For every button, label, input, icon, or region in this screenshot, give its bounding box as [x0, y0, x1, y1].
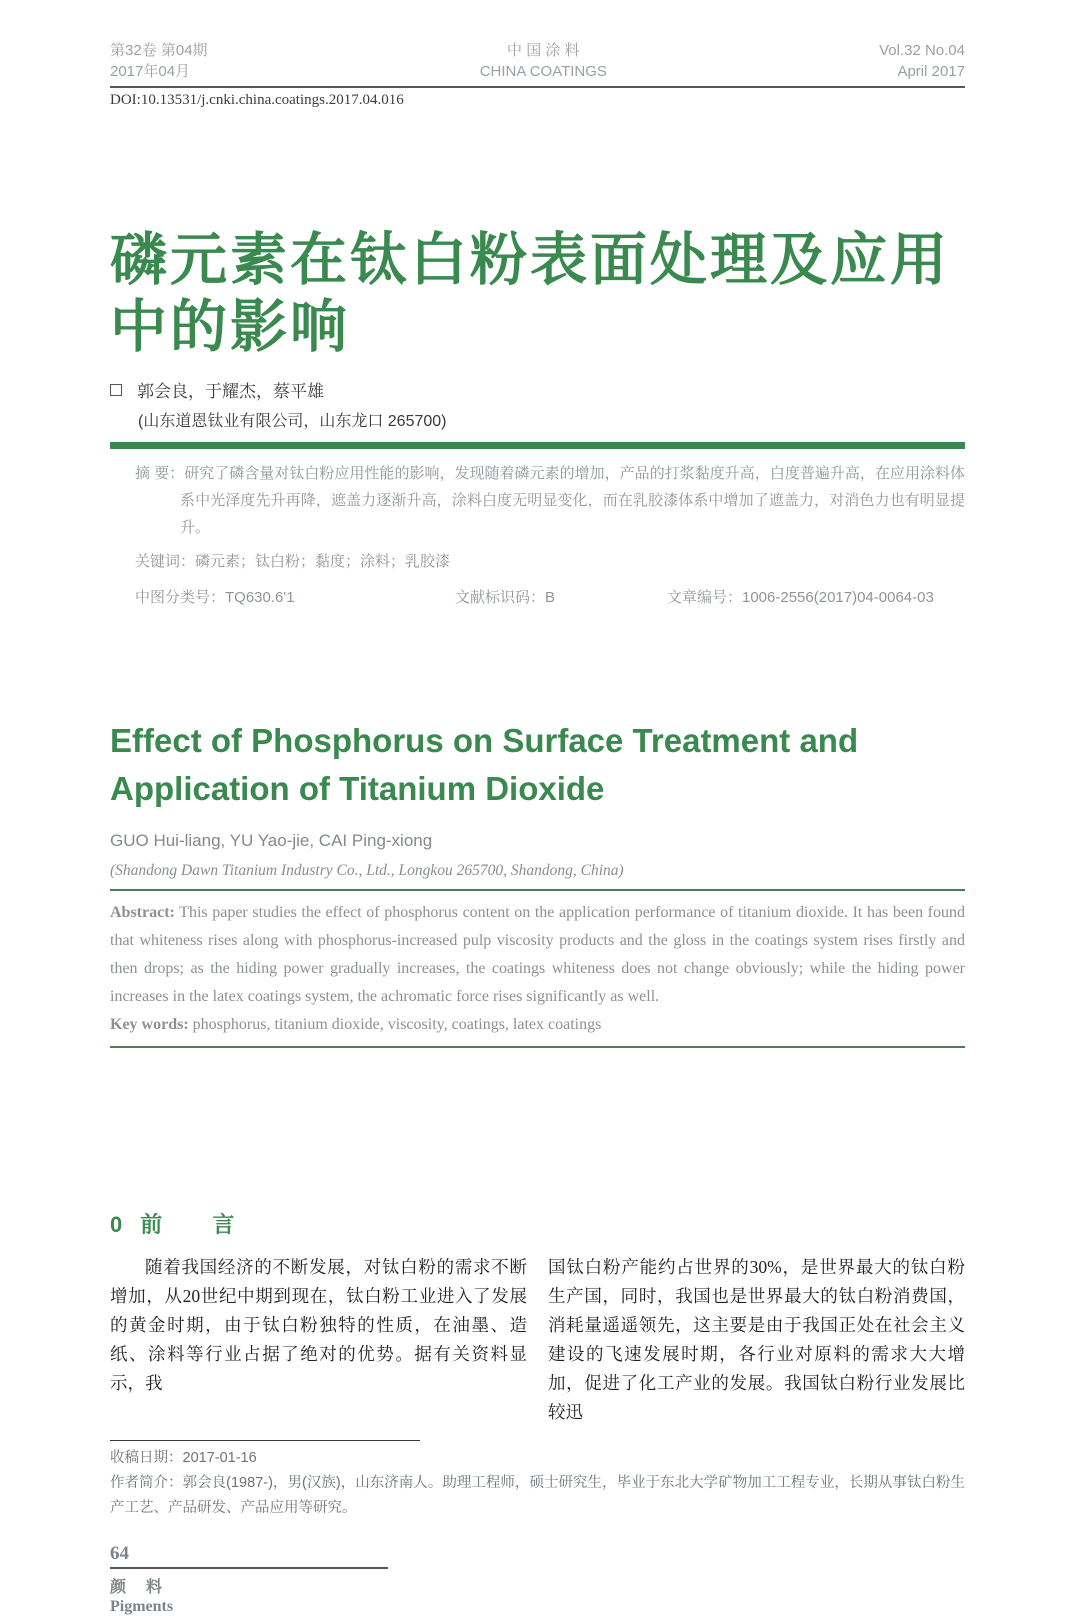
section-number: 0 — [110, 1212, 123, 1237]
header-left — [110, 40, 208, 82]
journal-header — [110, 40, 965, 82]
volume-issue-cn: 第32卷 第04期 — [110, 42, 208, 59]
abstract-en-block — [110, 899, 965, 1039]
body-columns — [110, 1253, 965, 1427]
footnote-divider — [110, 1440, 420, 1441]
abstract-label-cn: 摘 要： — [135, 465, 185, 482]
header-center — [480, 40, 607, 82]
date-cn: 2017年04月 — [110, 63, 191, 80]
authors-en: GUO Hui-liang, YU Yao-jie, CAI Ping-xiong — [110, 831, 433, 850]
author-square-icon — [110, 384, 122, 396]
footnote-bio — [110, 1471, 965, 1521]
keywords-text-en: phosphorus, titanium dioxide, viscosity, coatings, latex coatings — [188, 1016, 602, 1033]
abstract-bottom-rule — [110, 1046, 965, 1048]
page-footer — [110, 1543, 965, 1616]
body-column-right: 国钛白粉产能约占世界的30%，是世界最大的钛白粉生产国，同时，我国也是世界最大的钛白粉消费国，消耗量遥遥领先，这主要是由于我国正处在社会主义建设的飞速发展时期，各行业对原料的需求大大增加，促进了化工产业的发展。我国钛白粉行业发展比较迅 — [548, 1257, 965, 1422]
header-right — [879, 40, 965, 82]
clc-number: 中图分类号：TQ630.6'1 — [135, 589, 295, 606]
abstract-en — [110, 899, 965, 1011]
received-date: 2017-01-16 — [182, 1450, 257, 1466]
classification-row — [135, 584, 965, 611]
article-title-cn: 磷元素在钛白粉表面处理及应用中的影响 — [110, 228, 950, 359]
abstract-cn — [135, 460, 965, 541]
footnote-received — [110, 1446, 965, 1471]
received-label: 收稿日期： — [110, 1450, 183, 1466]
affiliation-en: (Shandong Dawn Titanium Industry Co., Ltd., Longkou 265700, Shandong, China) — [110, 862, 624, 879]
affiliation-cn: (山东道恩钛业有限公司，山东龙口 265700) — [138, 413, 447, 430]
category-cn: 颜 料 — [110, 1579, 171, 1596]
bio-label: 作者简介： — [110, 1475, 183, 1491]
abstract-label-en: Abstract: — [110, 904, 175, 921]
article-title-en: Effect of Phosphorus on Surface Treatment and Application of Titanium Dioxide — [110, 722, 859, 807]
green-divider-bar — [110, 442, 965, 449]
keywords-label-cn: 关键词： — [135, 553, 196, 570]
journal-title-cn: 中 国 涂 料 — [507, 42, 580, 59]
keywords-text-cn: 磷元素；钛白粉；黏度；涂料；乳胶漆 — [195, 553, 451, 570]
bio-text: 郭会良(1987-)，男(汉族)，山东济南人。助理工程师，硕士研究生，毕业于东北大学矿物加工工程专业，长期从事钛白粉生产工艺、产品研发、产品应用等研究。 — [110, 1475, 966, 1516]
keywords-en — [110, 1011, 965, 1039]
abstract-top-rule — [110, 889, 965, 891]
date-en: April 2017 — [897, 63, 965, 80]
footer-divider — [110, 1567, 388, 1569]
abstract-text-cn: 研究了磷含量对钛白粉应用性能的影响，发现随着磷元素的增加，产品的打浆黏度升高，白度普遍升高，在应用涂料体系中光泽度先升再降，遮盖力逐渐升高，涂料白度无明显变化，而在乳胶漆体系中增加了遮盖力，对消色力也有明显提升。 — [180, 465, 965, 536]
authors-cn: 郭会良，于耀杰，蔡平雄 — [137, 382, 324, 401]
body-column-left: 随着我国经济的不断发展，对钛白粉的需求不断增加，从20世纪中期到现在，钛白粉工业进入了发展的黄金时期，由于钛白粉独特的性质，在油墨、造纸、涂料等行业占据了绝对的优势。据有关资料显示，我 — [110, 1257, 527, 1393]
front-matter-cn — [110, 460, 965, 611]
keywords-cn — [135, 548, 965, 575]
abstract-text-en: This paper studies the effect of phosphorus content on the application performance of titanium dioxide. It has been found that whiteness rises along with phosphorus-increased pulp viscosity products and the gloss in the coatings system rises firstly and then drops; as the hiding power gradually increases, the coatings whiteness does not change obviously; while the hiding power increases in the latex coatings system, the achromatic force rises significantly as well. — [110, 904, 965, 1005]
header-divider — [110, 86, 965, 88]
category-en: Pigments — [110, 1598, 174, 1615]
vol-no-en: Vol.32 No.04 — [879, 42, 965, 59]
doi: DOI:10.13531/j.cnki.china.coatings.2017.04.016 — [110, 92, 404, 108]
section-title: 前 言 — [140, 1212, 257, 1237]
journal-title-en: CHINA COATINGS — [479, 63, 607, 80]
keywords-label-en: Key words: — [110, 1016, 189, 1033]
footnotes — [110, 1446, 965, 1521]
page-number: 64 — [110, 1543, 129, 1564]
section-heading — [110, 1208, 965, 1239]
article-number: 文章编号：1006-2556(2017)04-0064-03 — [667, 589, 934, 606]
authors-row-cn — [110, 377, 965, 402]
document-code: 文献标识码：B — [455, 589, 556, 606]
